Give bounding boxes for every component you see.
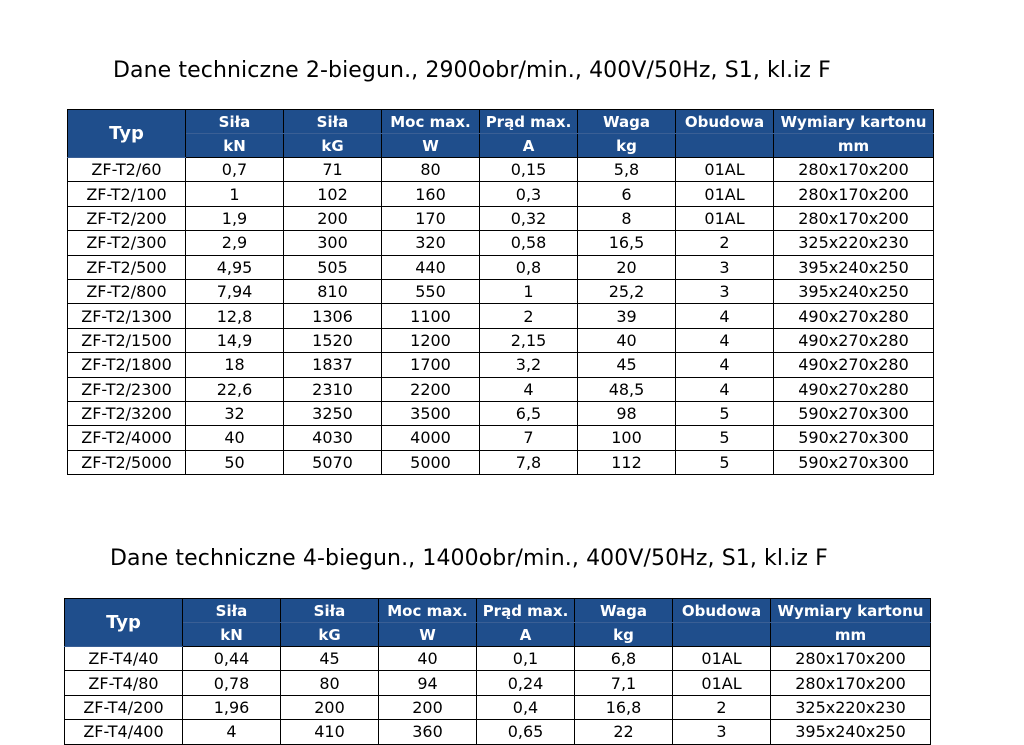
table-cell: 1306 (284, 304, 382, 328)
column-header-name: Moc max. (382, 110, 480, 134)
model-cell: ZF-T2/1500 (68, 328, 186, 352)
column-header-typ: Typ (65, 599, 183, 647)
table-cell: 280x170x200 (774, 158, 934, 182)
table-row (68, 401, 934, 425)
table-cell: 5 (676, 401, 774, 425)
table-header (68, 110, 934, 158)
column-unit: kg (575, 623, 673, 647)
column-header-name: Obudowa (673, 599, 771, 623)
table-cell: 45 (578, 353, 676, 377)
table-cell: 3 (673, 720, 771, 744)
table-cell: 39 (578, 304, 676, 328)
column-unit: A (477, 623, 575, 647)
column-unit: kN (186, 134, 284, 158)
table-cell: 80 (382, 158, 480, 182)
table-cell: 2200 (382, 377, 480, 401)
table-cell: 2 (676, 231, 774, 255)
table-cell: 0,65 (477, 720, 575, 744)
table-cell: 0,78 (183, 671, 281, 695)
table-cell: 0,15 (480, 158, 578, 182)
table-cell: 22 (575, 720, 673, 744)
model-cell: ZF-T4/40 (65, 647, 183, 671)
table-cell: 550 (382, 279, 480, 303)
table-cell: 590x270x300 (774, 426, 934, 450)
table-cell: 1 (480, 279, 578, 303)
column-unit: kG (281, 623, 379, 647)
table-cell: 5000 (382, 450, 480, 474)
table-cell: 200 (284, 206, 382, 230)
table-cell: 490x270x280 (774, 353, 934, 377)
table-cell: 71 (284, 158, 382, 182)
table-row (68, 255, 934, 279)
table-cell: 1,9 (186, 206, 284, 230)
model-cell: ZF-T2/300 (68, 231, 186, 255)
column-header-name: Prąd max. (477, 599, 575, 623)
table-cell: 395x240x250 (774, 279, 934, 303)
table-cell: 200 (281, 695, 379, 719)
table-row (68, 328, 934, 352)
table-cell: 01AL (673, 647, 771, 671)
table-cell: 100 (578, 426, 676, 450)
table-cell: 1520 (284, 328, 382, 352)
table-cell: 3,2 (480, 353, 578, 377)
table-cell: 7,8 (480, 450, 578, 474)
model-cell: ZF-T4/200 (65, 695, 183, 719)
table-title: Dane techniczne 2-biegun., 2900obr/min., 400V/50Hz, S1, kl.iz F (113, 58, 831, 83)
table-cell: 1700 (382, 353, 480, 377)
table-cell: 280x170x200 (771, 671, 931, 695)
table-cell: 3250 (284, 401, 382, 425)
table-cell: 6,5 (480, 401, 578, 425)
table-cell: 2,15 (480, 328, 578, 352)
table-cell: 1200 (382, 328, 480, 352)
table-row (68, 450, 934, 474)
column-unit: kg (578, 134, 676, 158)
table-cell: 01AL (676, 158, 774, 182)
table-row (68, 206, 934, 230)
spec-table-4-pole (64, 598, 931, 745)
table-cell: 3 (676, 255, 774, 279)
table-cell: 22,6 (186, 377, 284, 401)
table-cell: 6 (578, 182, 676, 206)
column-header-name: Wymiary kartonu (771, 599, 931, 623)
table-cell: 102 (284, 182, 382, 206)
table-cell: 7 (480, 426, 578, 450)
table-cell: 01AL (676, 182, 774, 206)
table-cell: 0,8 (480, 255, 578, 279)
model-cell: ZF-T2/800 (68, 279, 186, 303)
table-cell: 4 (676, 377, 774, 401)
column-unit: W (382, 134, 480, 158)
table-cell: 490x270x280 (774, 328, 934, 352)
table-cell: 40 (379, 647, 477, 671)
column-header-name: Obudowa (676, 110, 774, 134)
table-cell: 4 (676, 304, 774, 328)
table-cell: 395x240x250 (771, 720, 931, 744)
table-cell: 2 (480, 304, 578, 328)
table-cell: 0,24 (477, 671, 575, 695)
table-cell: 16,5 (578, 231, 676, 255)
model-cell: ZF-T2/2300 (68, 377, 186, 401)
table-row (65, 671, 931, 695)
table-cell: 1100 (382, 304, 480, 328)
table-cell: 12,8 (186, 304, 284, 328)
table-cell: 32 (186, 401, 284, 425)
table-row (68, 426, 934, 450)
table-cell: 48,5 (578, 377, 676, 401)
column-header-name: Wymiary kartonu (774, 110, 934, 134)
table-row (68, 377, 934, 401)
column-header-name: Siła (284, 110, 382, 134)
table-cell: 170 (382, 206, 480, 230)
model-cell: ZF-T2/60 (68, 158, 186, 182)
model-cell: ZF-T4/80 (65, 671, 183, 695)
table-cell: 280x170x200 (771, 647, 931, 671)
table-cell: 4 (676, 328, 774, 352)
column-header-name: Siła (186, 110, 284, 134)
model-cell: ZF-T2/1300 (68, 304, 186, 328)
table-cell: 3500 (382, 401, 480, 425)
table-cell: 325x220x230 (774, 231, 934, 255)
table-cell: 01AL (673, 671, 771, 695)
model-cell: ZF-T2/1800 (68, 353, 186, 377)
column-unit: mm (774, 134, 934, 158)
table-row (68, 279, 934, 303)
model-cell: ZF-T2/200 (68, 206, 186, 230)
table-cell: 3 (676, 279, 774, 303)
column-unit: kG (284, 134, 382, 158)
model-cell: ZF-T2/5000 (68, 450, 186, 474)
table-cell: 80 (281, 671, 379, 695)
table-cell: 14,9 (186, 328, 284, 352)
table-cell: 5070 (284, 450, 382, 474)
table-row (68, 158, 934, 182)
column-header-typ: Typ (68, 110, 186, 158)
table-cell: 94 (379, 671, 477, 695)
column-header-name: Siła (281, 599, 379, 623)
spec-table-2-pole (67, 109, 934, 475)
table-cell: 490x270x280 (774, 304, 934, 328)
table-cell: 40 (186, 426, 284, 450)
column-header-name: Siła (183, 599, 281, 623)
table-cell: 50 (186, 450, 284, 474)
table-cell: 280x170x200 (774, 182, 934, 206)
table-cell: 0,7 (186, 158, 284, 182)
table-cell: 7,94 (186, 279, 284, 303)
table-body (65, 647, 931, 745)
model-cell: ZF-T2/3200 (68, 401, 186, 425)
table-cell: 4 (676, 353, 774, 377)
table-cell: 4,95 (186, 255, 284, 279)
table-title: Dane techniczne 4-biegun., 1400obr/min., 400V/50Hz, S1, kl.iz F (110, 546, 828, 571)
table-cell: 1,96 (183, 695, 281, 719)
table-cell: 5,8 (578, 158, 676, 182)
table-cell: 2 (673, 695, 771, 719)
table-header (65, 599, 931, 647)
table-cell: 25,2 (578, 279, 676, 303)
table-cell: 590x270x300 (774, 450, 934, 474)
table-cell: 45 (281, 647, 379, 671)
column-unit (673, 623, 771, 647)
table-row (65, 720, 931, 744)
table-cell: 505 (284, 255, 382, 279)
table-cell: 0,44 (183, 647, 281, 671)
column-unit: mm (771, 623, 931, 647)
table-cell: 320 (382, 231, 480, 255)
table-cell: 01AL (676, 206, 774, 230)
column-header-name: Waga (575, 599, 673, 623)
column-header-name: Moc max. (379, 599, 477, 623)
model-cell: ZF-T2/4000 (68, 426, 186, 450)
model-cell: ZF-T2/500 (68, 255, 186, 279)
table-cell: 4 (183, 720, 281, 744)
table-cell: 2310 (284, 377, 382, 401)
table-cell: 1 (186, 182, 284, 206)
table-cell: 4030 (284, 426, 382, 450)
table-cell: 280x170x200 (774, 206, 934, 230)
table-cell: 4 (480, 377, 578, 401)
table-cell: 325x220x230 (771, 695, 931, 719)
table-body (68, 158, 934, 475)
model-cell: ZF-T2/100 (68, 182, 186, 206)
table-cell: 0,4 (477, 695, 575, 719)
table-cell: 300 (284, 231, 382, 255)
table-cell: 0,1 (477, 647, 575, 671)
table-row (65, 647, 931, 671)
model-cell: ZF-T4/400 (65, 720, 183, 744)
table-cell: 410 (281, 720, 379, 744)
column-header-name: Prąd max. (480, 110, 578, 134)
column-header-name: Waga (578, 110, 676, 134)
table-cell: 0,58 (480, 231, 578, 255)
table-cell: 18 (186, 353, 284, 377)
table-row (68, 304, 934, 328)
column-unit: A (480, 134, 578, 158)
table-cell: 7,1 (575, 671, 673, 695)
table-cell: 5 (676, 426, 774, 450)
table-cell: 440 (382, 255, 480, 279)
table-cell: 0,3 (480, 182, 578, 206)
table-cell: 1837 (284, 353, 382, 377)
table-cell: 160 (382, 182, 480, 206)
table-cell: 40 (578, 328, 676, 352)
table-cell: 98 (578, 401, 676, 425)
table-cell: 5 (676, 450, 774, 474)
table-cell: 395x240x250 (774, 255, 934, 279)
table-cell: 590x270x300 (774, 401, 934, 425)
table-row (68, 231, 934, 255)
table-cell: 20 (578, 255, 676, 279)
table-cell: 16,8 (575, 695, 673, 719)
table-cell: 810 (284, 279, 382, 303)
column-unit: kN (183, 623, 281, 647)
table-cell: 2,9 (186, 231, 284, 255)
table-cell: 112 (578, 450, 676, 474)
table-row (68, 353, 934, 377)
column-unit: W (379, 623, 477, 647)
table-cell: 4000 (382, 426, 480, 450)
table-cell: 0,32 (480, 206, 578, 230)
table-row (68, 182, 934, 206)
table-cell: 6,8 (575, 647, 673, 671)
table-cell: 8 (578, 206, 676, 230)
column-unit (676, 134, 774, 158)
table-row (65, 695, 931, 719)
table-cell: 490x270x280 (774, 377, 934, 401)
table-cell: 360 (379, 720, 477, 744)
table-cell: 200 (379, 695, 477, 719)
